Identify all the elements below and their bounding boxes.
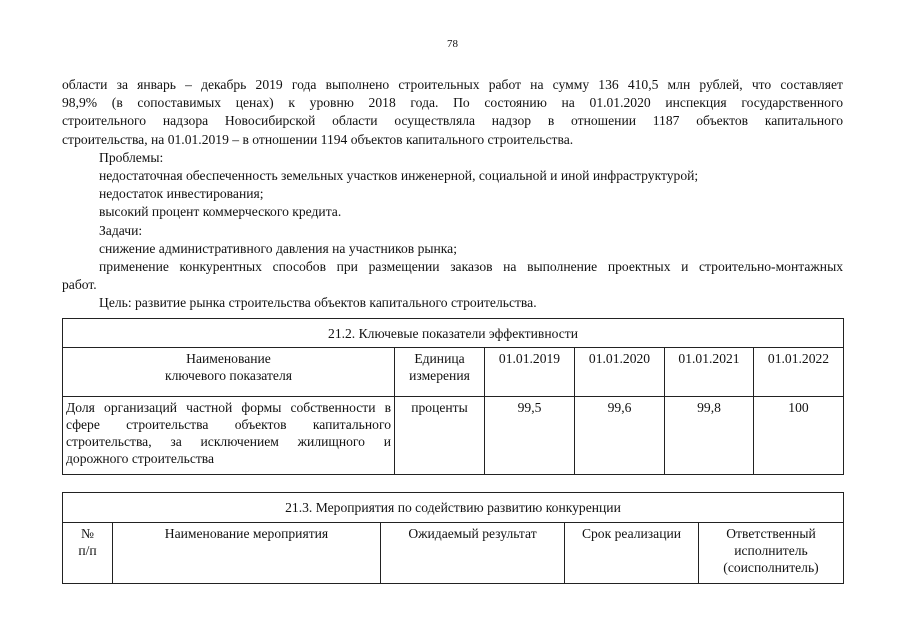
- events-header-event: Наименование мероприятия: [113, 523, 381, 584]
- events-table-title: 21.3. Мероприятия по содействию развитию конкуренции: [63, 493, 844, 523]
- paragraph-line: строительства, на 01.01.2019 – в отношении 1194 объектов капитального строительства.: [62, 131, 574, 147]
- events-header-result: Ожидаемый результат: [381, 523, 565, 584]
- kpi-header-unit: Единица измерения: [395, 348, 485, 397]
- kpi-indicator-name: Доля организаций частной формы собственности в сфере строительства объектов капитального строительства, за исключением жилищного и дорожного строительства: [63, 397, 395, 475]
- task-item: применение конкурентных способов при размещении заказов на выполнение проектных и строительно-монтажных: [99, 259, 843, 275]
- problem-item: недостаточная обеспеченность земельных участков инженерной, социальной и иной инфраструктурой;: [99, 168, 699, 184]
- kpi-indicator-unit: проценты: [395, 397, 485, 475]
- events-header-executor: Ответственный исполнитель (соисполнитель): [699, 523, 844, 584]
- tasks-heading: Задачи:: [99, 222, 143, 238]
- kpi-value: 99,6: [575, 397, 665, 475]
- kpi-value: 100: [754, 397, 844, 475]
- kpi-header-year: 01.01.2021: [665, 348, 754, 397]
- body-text: [62, 76, 843, 313]
- kpi-table-title: 21.2. Ключевые показатели эффективности: [63, 319, 844, 348]
- paragraph-line: 98,9% (в сопоставимых ценах) к уровню 2018 года. По состоянию на 01.01.2020 инспекция государственного: [62, 95, 843, 111]
- kpi-header-year: 01.01.2019: [485, 348, 575, 397]
- kpi-header-year: 01.01.2022: [754, 348, 844, 397]
- kpi-header-name: Наименование ключевого показателя: [63, 348, 395, 397]
- task-item: снижение административного давления на участников рынка;: [99, 240, 457, 256]
- events-header-term: Срок реализации: [565, 523, 699, 584]
- kpi-value: 99,8: [665, 397, 754, 475]
- goal-text: Цель: развитие рынка строительства объектов капитального строительства.: [99, 295, 537, 311]
- problem-item: недостаток инвестирования;: [99, 186, 264, 202]
- table-row: [63, 397, 844, 475]
- task-item-continuation: работ.: [62, 277, 97, 293]
- problem-item: высокий процент коммерческого кредита.: [99, 204, 342, 220]
- kpi-table: [62, 318, 844, 475]
- kpi-header-year: 01.01.2020: [575, 348, 665, 397]
- paragraph-line: строительного надзора Новосибирской области осуществляла надзор в отношении 1187 объектов капитального: [62, 113, 843, 129]
- paragraph-line: области за январь – декабрь 2019 года выполнено строительных работ на сумму 136 410,5 млн рублей, что составляет: [62, 77, 843, 92]
- kpi-value: 99,5: [485, 397, 575, 475]
- problems-heading: Проблемы:: [99, 149, 164, 165]
- events-table: [62, 492, 844, 584]
- events-header-number: № п/п: [63, 523, 113, 584]
- page-number: 78: [447, 38, 458, 50]
